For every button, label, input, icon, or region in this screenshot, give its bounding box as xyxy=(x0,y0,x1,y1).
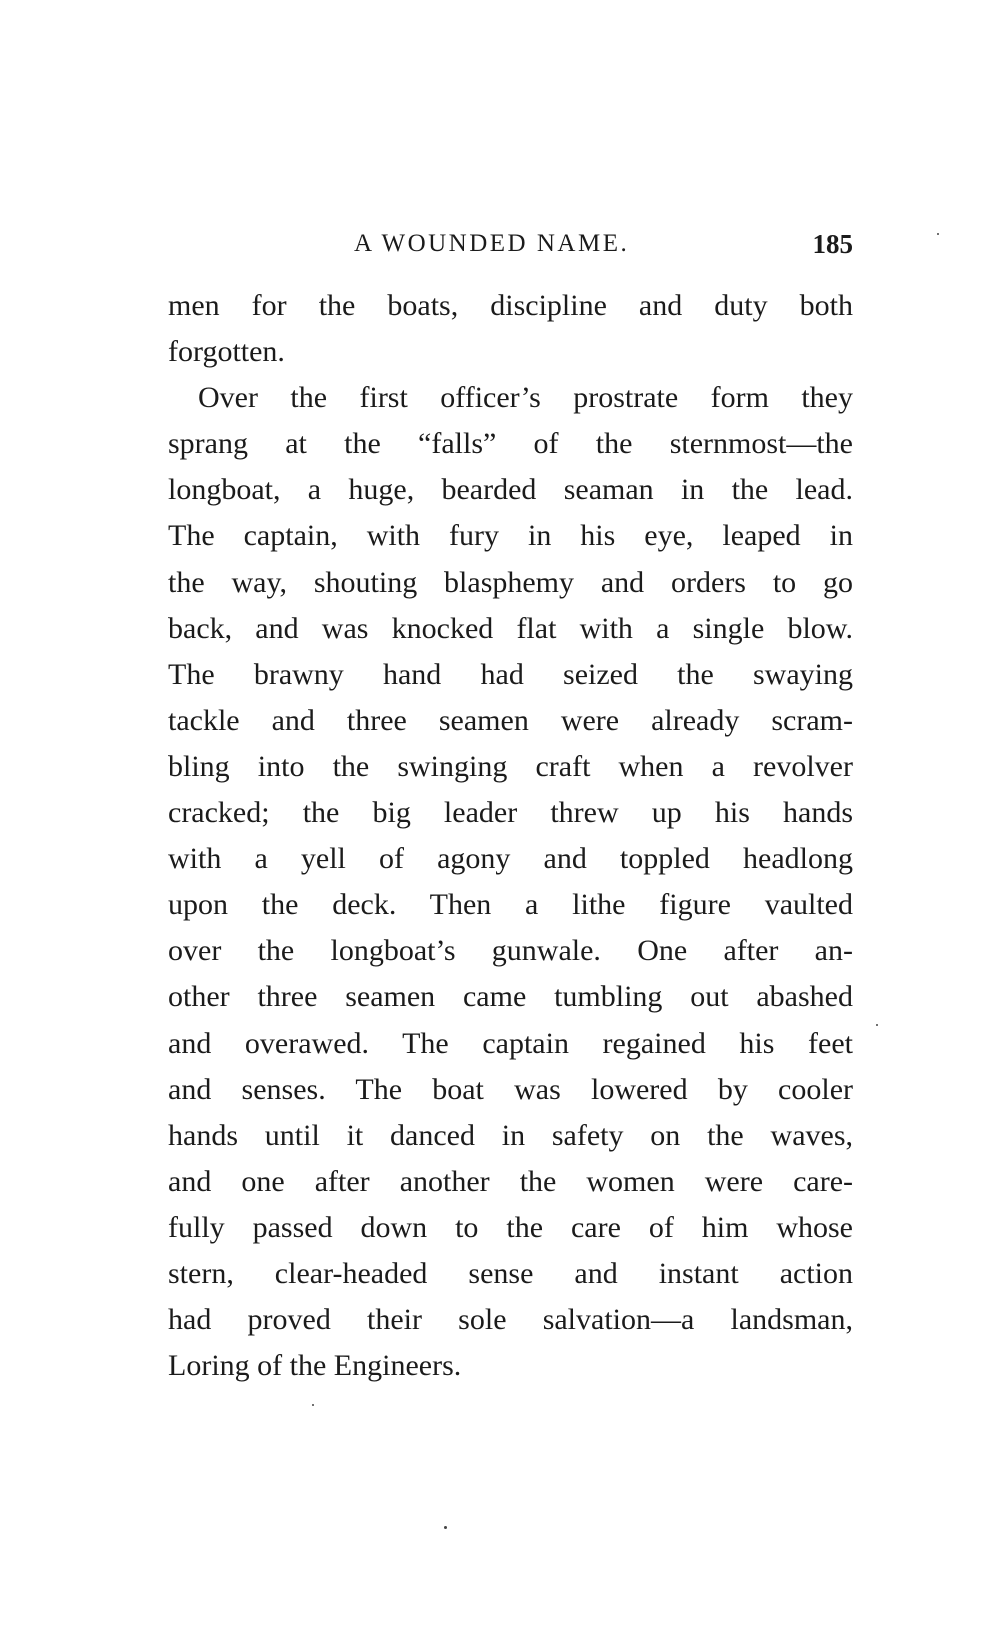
scan-speck xyxy=(312,1404,314,1406)
text-line: upon the deck. Then a lithe figure vaulted xyxy=(168,888,853,922)
text-line: had proved their sole salvation—a landsman, xyxy=(168,1303,853,1337)
text-line: and one after another the women were care- xyxy=(168,1164,853,1198)
text-line: with a yell of agony and toppled headlong xyxy=(168,842,853,876)
text-line: tackle and three seamen were already scram- xyxy=(168,703,853,737)
text-line: other three seamen came tumbling out abashed xyxy=(168,980,853,1014)
text-line: longboat, a huge, bearded seaman in the lead. xyxy=(168,473,853,507)
text-line: and overawed. The captain regained his feet xyxy=(168,1026,853,1060)
text-line: Loring of the Engineers. xyxy=(168,1349,462,1383)
page-number: 185 xyxy=(812,229,853,259)
text-line: The captain, with fury in his eye, leaped in xyxy=(168,519,853,553)
text-line: the way, shouting blasphemy and orders to go xyxy=(168,565,853,599)
running-title: A WOUNDED NAME. xyxy=(354,230,630,257)
text-line: sprang at the “falls” of the sternmost—the xyxy=(168,427,853,461)
scan-speck xyxy=(876,1024,878,1026)
text-line: cracked; the big leader threw up his hands xyxy=(168,796,853,830)
text-line: back, and was knocked flat with a single blow. xyxy=(168,611,853,645)
scan-speck xyxy=(937,233,939,235)
text-line: over the longboat’s gunwale. One after an- xyxy=(168,934,853,968)
text-line: and senses. The boat was lowered by cooler xyxy=(168,1072,853,1106)
running-head xyxy=(168,222,853,266)
text-line: fully passed down to the care of him whose xyxy=(168,1210,853,1244)
text-line: The brawny hand had seized the swaying xyxy=(168,657,853,691)
scan-speck xyxy=(444,1526,447,1529)
text-line: forgotten. xyxy=(168,335,285,369)
text-line: men for the boats, discipline and duty both xyxy=(168,289,853,322)
text-line: hands until it danced in safety on the waves, xyxy=(168,1118,853,1152)
text-line: stern, clear-headed sense and instant action xyxy=(168,1256,853,1290)
text-line: bling into the swinging craft when a revolver xyxy=(168,749,853,783)
text-line: Over the first officer’s prostrate form they xyxy=(198,381,853,415)
body-text xyxy=(168,283,853,1389)
